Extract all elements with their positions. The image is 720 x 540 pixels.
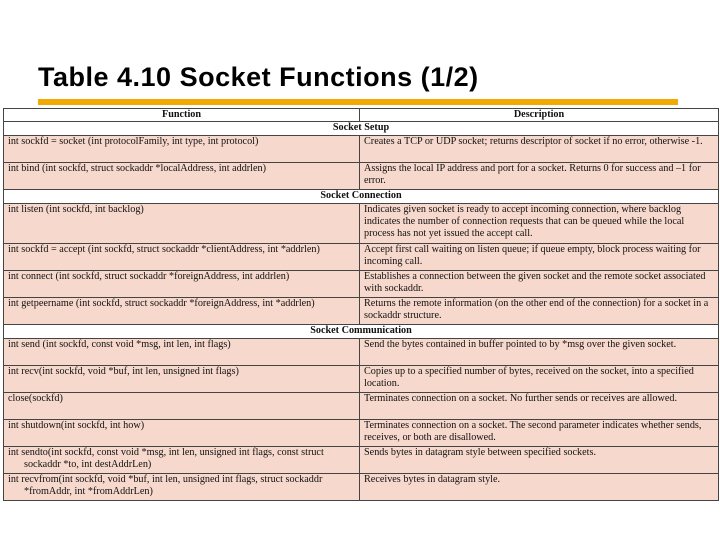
socket-functions-table xyxy=(3,108,719,501)
table-row xyxy=(4,474,719,501)
function-cell: close(sockfd) xyxy=(4,393,360,420)
column-header-description: Description xyxy=(360,109,719,122)
description-cell: Establishes a connection between the given socket and the remote socket associated with sockaddr. xyxy=(360,271,719,298)
table-row xyxy=(4,366,719,393)
description-cell: Receives bytes in datagram style. xyxy=(360,474,719,501)
description-cell: Assigns the local IP address and port for a socket. Returns 0 for success and –1 for error. xyxy=(360,163,719,190)
function-cell: int getpeername (int sockfd, struct sockaddr *foreignAddress, int *addrlen) xyxy=(4,298,360,325)
description-cell: Returns the remote information (on the other end of the connection) for a socket in a sockaddr structure. xyxy=(360,298,719,325)
description-cell: Send the bytes contained in buffer pointed to by *msg over the given socket. xyxy=(360,339,719,366)
section-title-socket-communication: Socket Communication xyxy=(4,325,719,339)
table-row xyxy=(4,136,719,163)
description-cell: Sends bytes in datagram style between specified sockets. xyxy=(360,447,719,474)
description-cell: Copies up to a specified number of bytes, received on the socket, into a specified location. xyxy=(360,366,719,393)
function-cell: int shutdown(int sockfd, int how) xyxy=(4,420,360,447)
function-cell: int bind (int sockfd, struct sockaddr *localAddress, int addrlen) xyxy=(4,163,360,190)
slide-title: Table 4.10 Socket Functions (1/2) xyxy=(38,62,479,92)
table-row xyxy=(4,447,719,474)
table-row xyxy=(4,339,719,366)
description-cell: Creates a TCP or UDP socket; returns descriptor of socket if no error, otherwise -1. xyxy=(360,136,719,163)
socket-functions-table-container xyxy=(3,108,718,501)
description-cell: Terminates connection on a socket. The second parameter indicates whether sends, receives, or both are disallowed. xyxy=(360,420,719,447)
description-cell: Terminates connection on a socket. No further sends or receives are allowed. xyxy=(360,393,719,420)
function-cell: int sockfd = socket (int protocolFamily, int type, int protocol) xyxy=(4,136,360,163)
title-underline xyxy=(38,99,678,105)
section-row xyxy=(4,190,719,204)
section-title-socket-connection: Socket Connection xyxy=(4,190,719,204)
table-row xyxy=(4,420,719,447)
section-row xyxy=(4,122,719,136)
function-cell: int sockfd = accept (int sockfd, struct sockaddr *clientAddress, int *addrlen) xyxy=(4,244,360,271)
description-cell: Accept first call waiting on listen queue; if queue empty, block process waiting for incoming call. xyxy=(360,244,719,271)
section-title-socket-setup: Socket Setup xyxy=(4,122,719,136)
table-header-row xyxy=(4,109,719,122)
function-cell: int send (int sockfd, const void *msg, int len, int flags) xyxy=(4,339,360,366)
section-row xyxy=(4,325,719,339)
table-row xyxy=(4,204,719,244)
function-cell: int recvfrom(int sockfd, void *buf, int len, unsigned int flags, struct sockaddr *fromAddr, int *fromAddrLen) xyxy=(4,474,360,501)
table-row xyxy=(4,244,719,271)
table-row xyxy=(4,271,719,298)
function-cell: int recv(int sockfd, void *buf, int len, unsigned int flags) xyxy=(4,366,360,393)
column-header-function: Function xyxy=(4,109,360,122)
table-row xyxy=(4,298,719,325)
description-cell: Indicates given socket is ready to accept incoming connection, where backlog indicates the number of connection requests that can be queued while the local process has not yet issued the accept call. xyxy=(360,204,719,244)
function-cell: int connect (int sockfd, struct sockaddr *foreignAddress, int addrlen) xyxy=(4,271,360,298)
function-cell: int listen (int sockfd, int backlog) xyxy=(4,204,360,244)
table-row xyxy=(4,393,719,420)
function-cell: int sendto(int sockfd, const void *msg, int len, unsigned int flags, const struct sockaddr *to, int destAddrLen) xyxy=(4,447,360,474)
table-row xyxy=(4,163,719,190)
